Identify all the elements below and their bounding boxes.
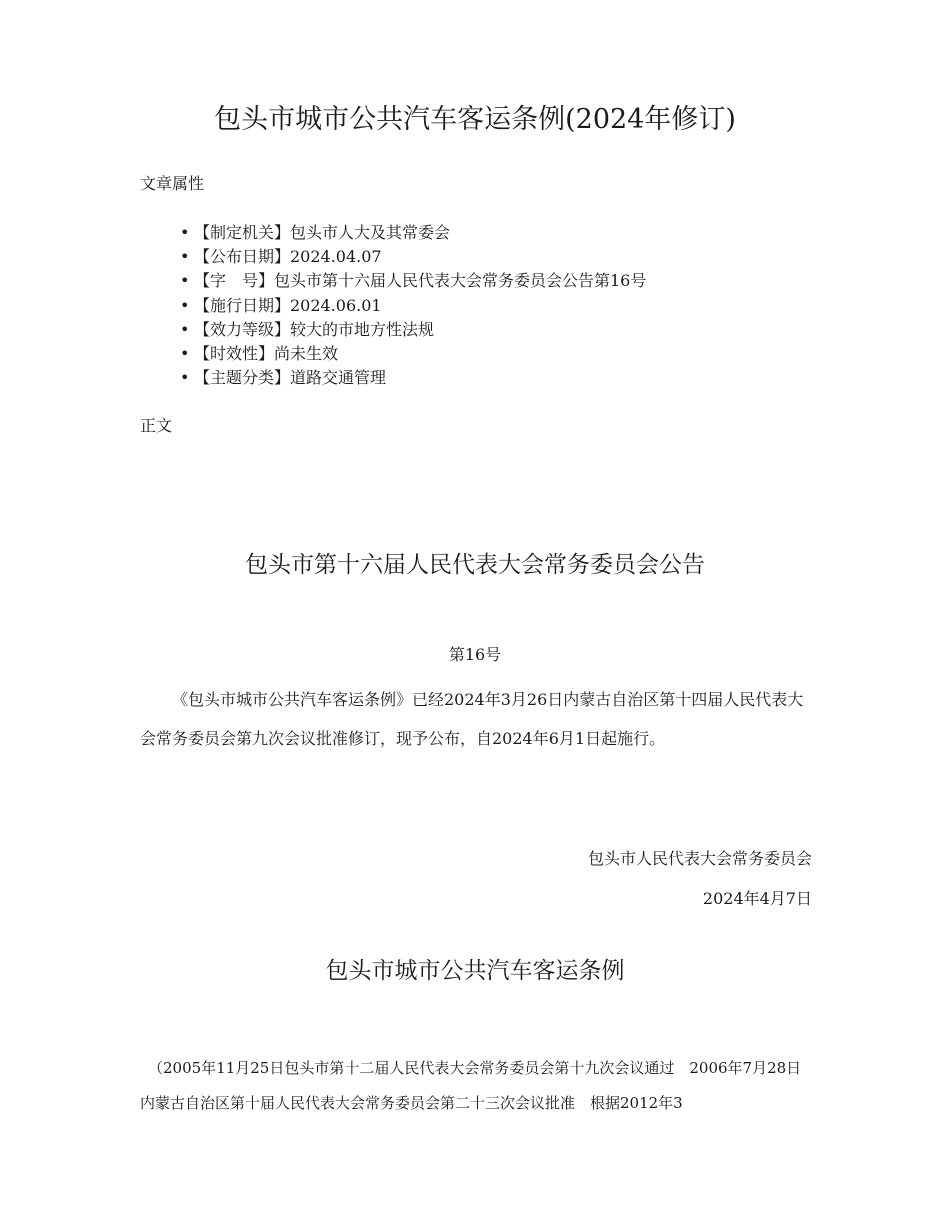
attribute-item bbox=[180, 342, 646, 366]
body-heading: 正文 bbox=[140, 416, 173, 435]
attribute-list bbox=[180, 221, 646, 390]
notice-title: 包头市第十六届人民代表大会常务委员会公告 bbox=[245, 552, 705, 578]
bullet-icon: • bbox=[180, 295, 190, 315]
regulation-title: 包头市城市公共汽车客运条例 bbox=[325, 958, 625, 984]
bullet-icon: • bbox=[180, 319, 190, 339]
attribute-text: 【字 号】包头市第十六届人民代表大会常务委员会公告第16号 bbox=[194, 271, 647, 291]
attribute-item bbox=[180, 245, 646, 269]
bullet-icon: • bbox=[180, 368, 190, 388]
attribute-item bbox=[180, 294, 646, 318]
notice-date: 2024年4月7日 bbox=[702, 889, 812, 908]
bullet-icon: • bbox=[180, 344, 190, 364]
bullet-icon: • bbox=[180, 271, 190, 291]
regulation-history: （2005年11月25日包头市第十二届人民代表大会常务委员会第十九次会议通过 2006年7月28日内蒙古自治区第十届人民代表大会常务委员会第二十三次会议批准 根据2012年3 bbox=[140, 1059, 802, 1112]
notice-number: 第16号 bbox=[448, 645, 502, 664]
bullet-icon: • bbox=[180, 223, 190, 242]
document-title: 包头市城市公共汽车客运条例(2024年修订) bbox=[214, 104, 736, 135]
notice-signer: 包头市人民代表大会常务委员会 bbox=[587, 849, 812, 868]
attribute-item bbox=[180, 318, 646, 342]
attribute-text: 【施行日期】2024.06.01 bbox=[194, 295, 382, 315]
attribute-item bbox=[180, 221, 646, 245]
bullet-icon: • bbox=[180, 247, 190, 267]
notice-body: 《包头市城市公共汽车客运条例》已经2024年3月26日内蒙古自治区第十四届人民代表大会常务委员会第九次会议批准修订，现予公布，自2024年6月1日起施行。 bbox=[140, 690, 804, 748]
attribute-text: 【效力等级】较大的市地方性法规 bbox=[194, 319, 435, 339]
attribute-text: 【公布日期】2024.04.07 bbox=[194, 247, 382, 267]
attributes-heading: 文章属性 bbox=[140, 174, 205, 193]
attribute-text: 【主题分类】道路交通管理 bbox=[194, 368, 387, 388]
attribute-item bbox=[180, 269, 646, 293]
attribute-text: 【时效性】尚未生效 bbox=[194, 344, 339, 364]
attribute-item bbox=[180, 366, 646, 390]
attribute-text: 【制定机关】包头市人大及其常委会 bbox=[194, 223, 451, 242]
